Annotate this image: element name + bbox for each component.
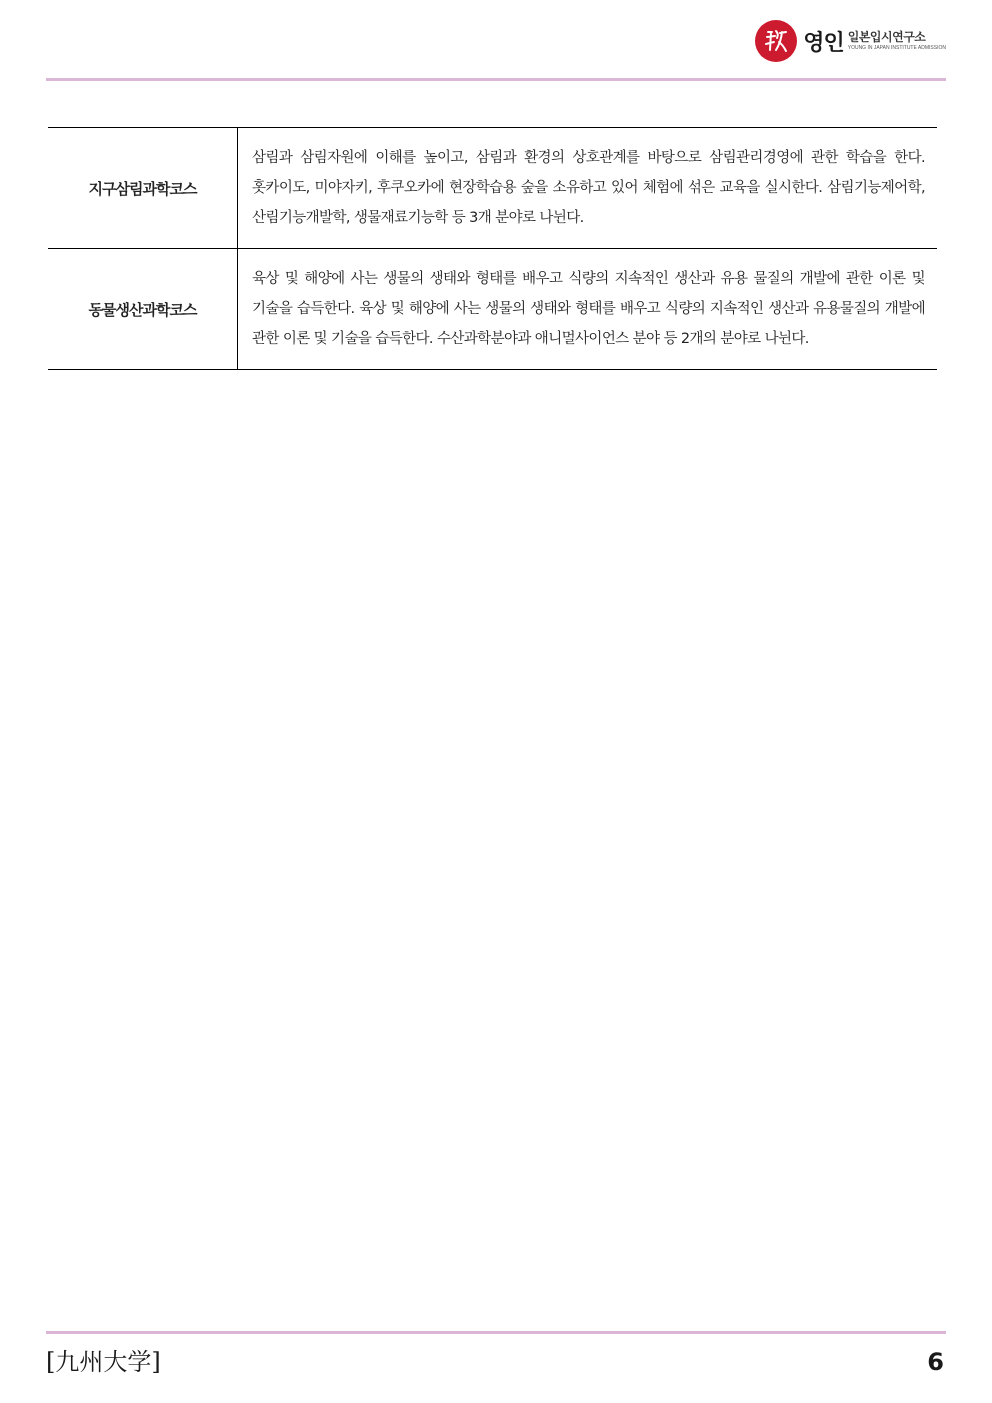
course-name: 지구삼림과학코스: [48, 128, 238, 249]
young-in-logo-icon: [755, 20, 797, 62]
table-row: [48, 128, 937, 249]
logo-org-name: 일본입시연구소: [847, 30, 926, 44]
logo-brand: 영인: [803, 30, 844, 56]
course-description: 육상 및 해양에 사는 생물의 생태와 형태를 배우고 식량의 지속적인 생산과 유용 물질의 개발에 관한 이론 및 기술을 습득한다. 육상 및 해양에 사는 생물의 생태와 형태를 배우고 식량의 지속적인 생산과 유용물질의 개발에 관한 이론 및 기술을 습득한다. 수산과학분야과 애니멀사이언스 분야 등 2개의 분야로 나뉜다.: [238, 249, 938, 370]
logo-text: [848, 31, 946, 51]
course-table: [48, 127, 937, 370]
page-number: 6: [927, 1348, 944, 1376]
table-row: [48, 249, 937, 370]
footer-divider: [46, 1331, 946, 1334]
course-description: 삼림과 삼림자원에 이해를 높이고, 삼림과 환경의 상호관계를 바탕으로 삼림관리경영에 관한 학습을 한다. 홋카이도, 미야자키, 후쿠오카에 현장학습용 숲을 소유하고 있어 체험에 섞은 교육을 실시한다. 삼림기능제어학, 산림기능개발학, 생물재료기능학 등 3개 분야로 나뉜다.: [238, 128, 938, 249]
header-divider: [46, 78, 946, 81]
header-logo: [755, 16, 946, 66]
logo-org-subtitle: YOUNG IN JAPAN INSTITUTE ADMISSION: [847, 45, 946, 51]
footer-university: [九州大学]: [46, 1348, 161, 1376]
course-name: 동물생산과학코스: [48, 249, 238, 370]
